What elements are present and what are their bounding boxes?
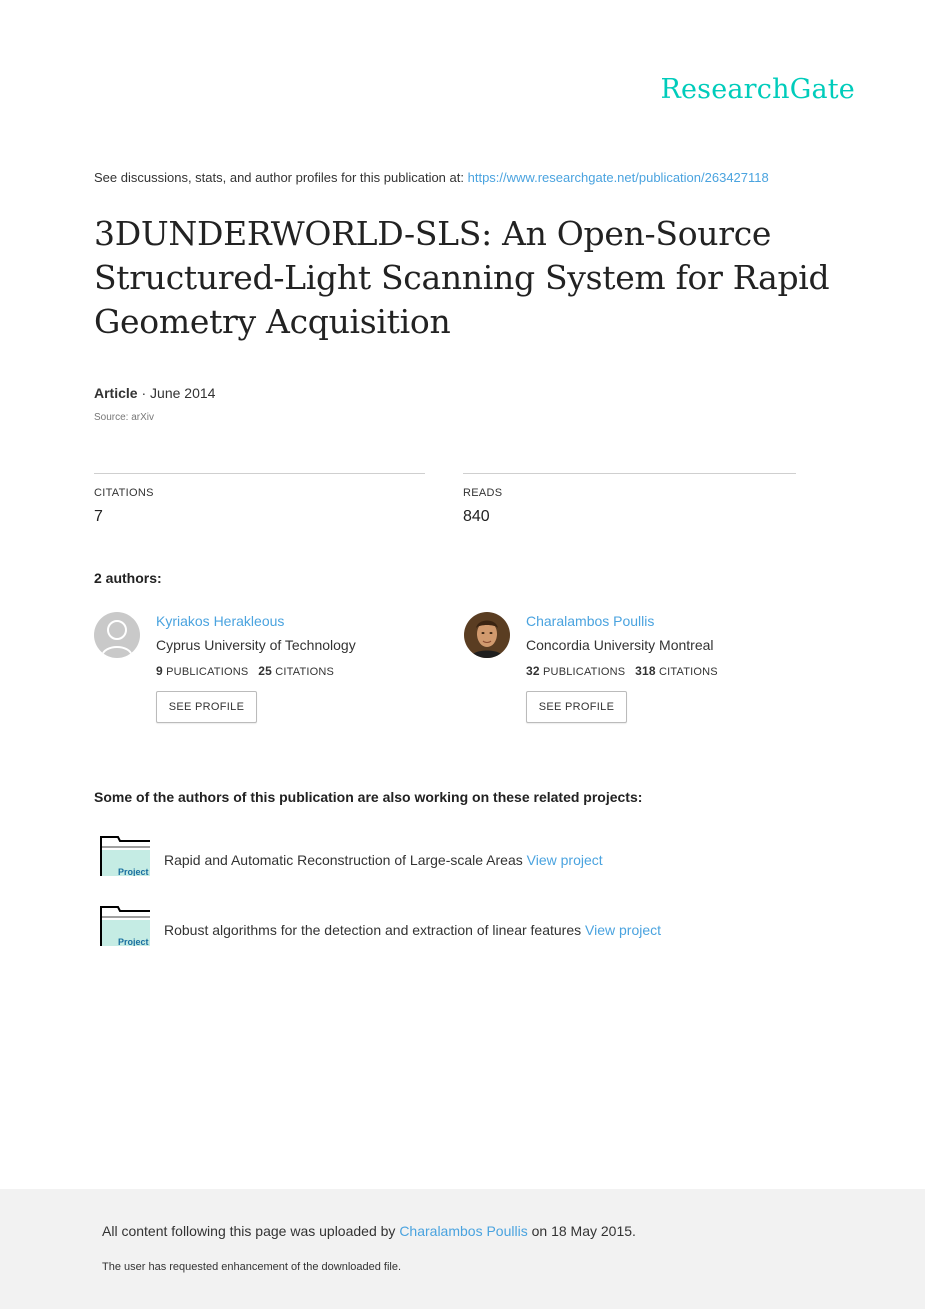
author-stats (156, 664, 356, 678)
citations-stat (94, 473, 425, 526)
uploader-link[interactable]: Charalambos Poullis (399, 1223, 528, 1239)
meta-separator: · (141, 385, 151, 401)
see-discussions-text: See discussions, stats, and author profiles for this publication at: (94, 170, 464, 185)
upload-prefix: All content following this page was uploaded by (102, 1223, 396, 1239)
reads-stat (463, 473, 796, 526)
author-citations-label: CITATIONS (275, 666, 335, 678)
author-institution: Concordia University Montreal (526, 637, 714, 653)
researchgate-logo[interactable]: ResearchGate (660, 74, 855, 105)
project-item (100, 836, 800, 876)
view-project-link[interactable]: View project (585, 922, 662, 938)
author-photo[interactable] (464, 612, 510, 658)
author-name-link[interactable]: Charalambos Poullis (526, 613, 655, 629)
project-icon-label: Project (118, 867, 149, 876)
author-card (464, 612, 804, 732)
author-name-link[interactable]: Kyriakos Herakleous (156, 613, 285, 629)
author-citations-count: 318 (635, 664, 656, 678)
publication-url-link[interactable]: https://www.researchgate.net/publication/263427118 (467, 170, 769, 185)
reads-label: READS (463, 487, 503, 499)
citations-value: 7 (94, 508, 103, 525)
author-publications-label: PUBLICATIONS (166, 666, 249, 678)
project-title: Rapid and Automatic Reconstruction of Large-scale Areas (164, 852, 523, 868)
project-title: Robust algorithms for the detection and extraction of linear features (164, 922, 582, 938)
author-citations-label: CITATIONS (658, 666, 718, 678)
author-publications-label: PUBLICATIONS (543, 666, 626, 678)
enhancement-note: The user has requested enhancement of the downloaded file. (102, 1261, 402, 1273)
reads-value: 840 (463, 508, 490, 525)
author-card (94, 612, 434, 732)
view-project-link[interactable]: View project (526, 852, 603, 868)
projects-heading: Some of the authors of this publication are also working on these related projects: (94, 789, 643, 805)
project-item (100, 906, 800, 946)
upload-info (102, 1223, 636, 1239)
avatar-placeholder-icon[interactable] (94, 612, 140, 658)
publication-meta (94, 385, 215, 401)
project-folder-icon (100, 906, 150, 946)
upload-footer (0, 1189, 925, 1309)
project-folder-icon (100, 836, 150, 876)
publication-source: Source: arXiv (94, 412, 155, 423)
see-profile-button[interactable]: SEE PROFILE (526, 691, 627, 723)
author-publications-count: 9 (156, 664, 163, 678)
publication-type: Article (94, 385, 138, 401)
see-profile-button[interactable]: SEE PROFILE (156, 691, 257, 723)
author-stats (526, 664, 718, 678)
authors-heading: 2 authors: (94, 570, 162, 586)
author-publications-count: 32 (526, 664, 540, 678)
author-citations-count: 25 (258, 664, 272, 678)
publication-title: 3DUNDERWORLD-SLS: An Open-Source Structured-Light Scanning System for Rapid Geometry Acquisition (94, 214, 830, 341)
upload-suffix: on 18 May 2015. (531, 1223, 636, 1239)
see-discussions-line (94, 170, 769, 185)
author-institution: Cyprus University of Technology (156, 637, 356, 653)
publication-date: June 2014 (150, 385, 216, 401)
project-icon-label: Project (118, 937, 149, 946)
citations-label: CITATIONS (94, 487, 154, 499)
